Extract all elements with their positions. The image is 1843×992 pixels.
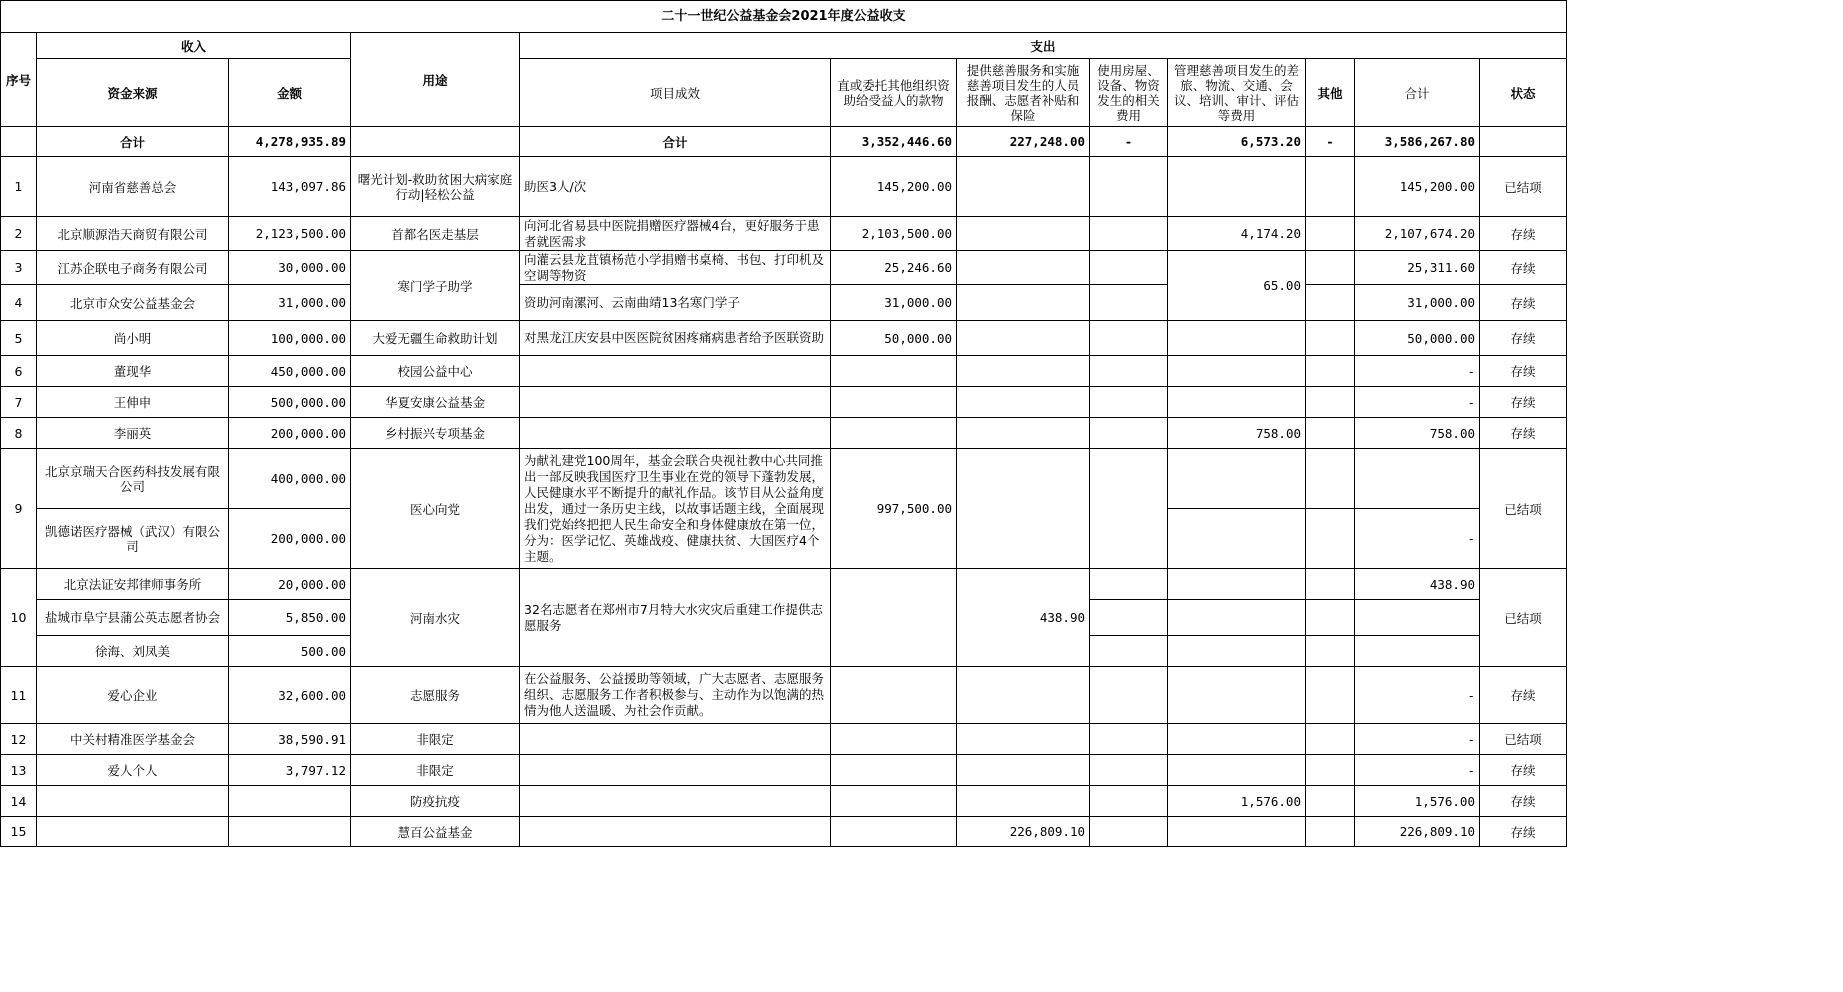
table-row [1,251,1567,285]
row-result: 向河北省易县中医院捐赠医疗器械4台，更好服务于患者就医需求 [520,217,831,251]
row-purpose: 首都名医走基层 [351,217,520,251]
row-no: 7 [1,387,37,418]
row-status: 存续 [1480,667,1567,724]
header-source: 资金来源 [37,59,229,127]
row-no: 14 [1,786,37,817]
row-direct: 25,246.60 [831,251,957,285]
row-amount: 200,000.00 [229,509,351,569]
row-result: 32名志愿者在郑州市7月特大水灾灾后重建工作提供志愿服务 [520,569,831,667]
totals-facility: - [1090,127,1168,157]
row-source: 北京市众安公益基金会 [37,285,229,321]
row-total: - [1355,509,1480,569]
table-row [1,817,1567,847]
row-source: 爱人个人 [37,755,229,786]
row-result: 对黑龙江庆安县中医医院贫困疼痛病患者给予医联资助 [520,321,831,356]
row-manage: 4,174.20 [1168,217,1306,251]
row-purpose: 医心向党 [351,449,520,569]
row-total: 145,200.00 [1355,157,1480,217]
row-status: 已结项 [1480,157,1567,217]
row-total: 758.00 [1355,418,1480,449]
row-purpose: 慧百公益基金 [351,817,520,847]
header-direct: 直或委托其他组织资助给受益人的款物 [831,59,957,127]
row-manage: 1,576.00 [1168,786,1306,817]
row-direct: 145,200.00 [831,157,957,217]
row-source: 尚小明 [37,321,229,356]
row-amount: 38,590.91 [229,724,351,755]
row-purpose: 乡村振兴专项基金 [351,418,520,449]
row-status: 存续 [1480,285,1567,321]
row-status: 存续 [1480,321,1567,356]
row-purpose: 寒门学子助学 [351,251,520,321]
totals-manage: 6,573.20 [1168,127,1306,157]
row-amount: 500,000.00 [229,387,351,418]
row-purpose: 校园公益中心 [351,356,520,387]
row-result: 助医3人/次 [520,157,831,217]
row-purpose: 非限定 [351,724,520,755]
table-row [1,667,1567,724]
table-row [1,449,1567,509]
row-status: 存续 [1480,217,1567,251]
row-result: 为献礼建党100周年，基金会联合央视社教中心共同推出一部反映我国医疗卫生事业在党的领导下蓬勃发展，人民健康水平不断提升的献礼作品。该节目从公益角度出发，通过一条历史主线，以故事话题主线，全面展现我们党始终把把人民生命安全和身体健康放在第一位，分为：医学记忆、英雄战疫、健康扶贫、大国医疗4个主题。 [520,449,831,569]
header-service: 提供慈善服务和实施慈善项目发生的人员报酬、志愿者补贴和保险 [957,59,1090,127]
row-status: 存续 [1480,387,1567,418]
table-row [1,285,1567,321]
row-total: - [1355,356,1480,387]
row-source: 北京顺源浩天商贸有限公司 [37,217,229,251]
row-purpose: 非限定 [351,755,520,786]
totals-other: - [1306,127,1355,157]
table-row [1,157,1567,217]
table-row [1,569,1567,600]
row-no: 5 [1,321,37,356]
row-source: 中关村精准医学基金会 [37,724,229,755]
row-no: 9 [1,449,37,569]
row-status: 存续 [1480,356,1567,387]
row-result: 向灌云县龙苴镇杨范小学捐赠书桌椅、书包、打印机及空调等物资 [520,251,831,285]
row-no: 2 [1,217,37,251]
row-source: 盐城市阜宁县蒲公英志愿者协会 [37,600,229,636]
row-total: 31,000.00 [1355,285,1480,321]
totals-label2: 合计 [520,127,831,157]
row-no: 15 [1,817,37,847]
row-no: 3 [1,251,37,285]
row-status: 存续 [1480,251,1567,285]
table-row [1,356,1567,387]
row-purpose: 防疫抗疫 [351,786,520,817]
row-source: 徐海、刘凤美 [37,636,229,667]
row-total: 1,576.00 [1355,786,1480,817]
header-income: 收入 [37,33,351,59]
row-status: 存续 [1480,755,1567,786]
row-no: 12 [1,724,37,755]
row-amount: 200,000.00 [229,418,351,449]
table-row [1,321,1567,356]
row-direct: 997,500.00 [831,449,957,569]
row-status: 存续 [1480,418,1567,449]
row-manage: 65.00 [1168,251,1306,321]
header-manage: 管理慈善项目发生的差旅、物流、交通、会议、培训、审计、评估等费用 [1168,59,1306,127]
row-manage: 758.00 [1168,418,1306,449]
row-no: 10 [1,569,37,667]
table-row [1,786,1567,817]
row-source: 李丽英 [37,418,229,449]
row-source: 河南省慈善总会 [37,157,229,217]
row-source: 北京法证安邦律师事务所 [37,569,229,600]
row-amount: 3,797.12 [229,755,351,786]
row-purpose: 大爱无疆生命救助计划 [351,321,520,356]
row-amount: 2,123,500.00 [229,217,351,251]
row-no: 4 [1,285,37,321]
row-total: - [1355,387,1480,418]
row-amount: 30,000.00 [229,251,351,285]
header-status: 状态 [1480,59,1567,127]
finance-table [0,32,1567,847]
totals-direct: 3,352,446.60 [831,127,957,157]
row-total: - [1355,724,1480,755]
header-other: 其他 [1306,59,1355,127]
row-amount: 31,000.00 [229,285,351,321]
table-row [1,418,1567,449]
row-result: 在公益服务、公益援助等领域，广大志愿者、志愿服务组织、志愿服务工作者积极参与、主动作为以饱满的热情为他人送温暖、为社会作贡献。 [520,667,831,724]
row-total: 50,000.00 [1355,321,1480,356]
row-service: 226,809.10 [957,817,1090,847]
report-title: 二十一世纪公益基金会2021年度公益收支 [0,0,1567,32]
row-status: 已结项 [1480,449,1567,569]
row-total: - [1355,667,1480,724]
totals-service: 227,248.00 [957,127,1090,157]
row-amount: 400,000.00 [229,449,351,509]
table-row [1,755,1567,786]
row-amount: 5,850.00 [229,600,351,636]
header-expense: 支出 [520,33,1567,59]
row-total: - [1355,755,1480,786]
totals-label: 合计 [37,127,229,157]
row-service: 438.90 [957,569,1090,667]
table-row [1,724,1567,755]
row-purpose: 河南水灾 [351,569,520,667]
row-amount: 100,000.00 [229,321,351,356]
header-seq: 序号 [1,33,37,127]
row-status: 已结项 [1480,569,1567,667]
row-no: 8 [1,418,37,449]
row-source: 董现华 [37,356,229,387]
row-source: 江苏企联电子商务有限公司 [37,251,229,285]
row-amount: 450,000.00 [229,356,351,387]
header-purpose: 用途 [351,33,520,127]
header-amount: 金额 [229,59,351,127]
totals-total: 3,586,267.80 [1355,127,1480,157]
header-result: 项目成效 [520,59,831,127]
totals-row [1,127,1567,157]
row-amount: 32,600.00 [229,667,351,724]
row-amount: 143,097.86 [229,157,351,217]
row-total: 226,809.10 [1355,817,1480,847]
row-source: 凯德诺医疗器械（武汉）有限公司 [37,509,229,569]
row-result: 资助河南漯河、云南曲靖13名寒门学子 [520,285,831,321]
row-purpose: 华夏安康公益基金 [351,387,520,418]
row-direct: 50,000.00 [831,321,957,356]
row-purpose: 曙光计划-救助贫困大病家庭行动|轻松公益 [351,157,520,217]
table-row [1,217,1567,251]
row-amount: 20,000.00 [229,569,351,600]
header-total: 合计 [1355,59,1480,127]
row-no: 1 [1,157,37,217]
row-amount: 500.00 [229,636,351,667]
row-no: 11 [1,667,37,724]
row-direct: 2,103,500.00 [831,217,957,251]
row-direct: 31,000.00 [831,285,957,321]
row-purpose: 志愿服务 [351,667,520,724]
row-total: 25,311.60 [1355,251,1480,285]
header-facility: 使用房屋、设备、物资发生的相关费用 [1090,59,1168,127]
row-status: 存续 [1480,817,1567,847]
row-no: 13 [1,755,37,786]
totals-income: 4,278,935.89 [229,127,351,157]
row-source: 爱心企业 [37,667,229,724]
row-status: 已结项 [1480,724,1567,755]
row-no: 6 [1,356,37,387]
row-total: 438.90 [1355,569,1480,600]
row-source: 王伸申 [37,387,229,418]
table-row [1,387,1567,418]
row-source: 北京京瑞天合医药科技发展有限公司 [37,449,229,509]
row-total: 2,107,674.20 [1355,217,1480,251]
row-status: 存续 [1480,786,1567,817]
